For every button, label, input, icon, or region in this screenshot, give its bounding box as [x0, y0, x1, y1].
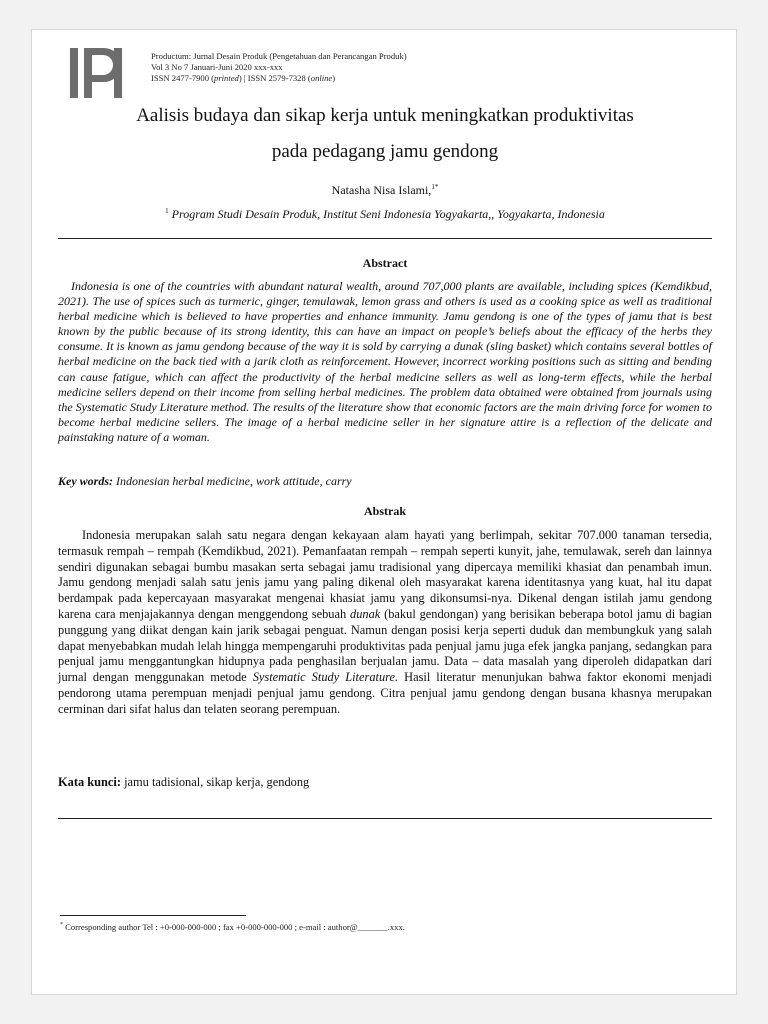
keywords-text: Indonesian herbal medicine, work attitude, carry [113, 474, 352, 488]
journal-info [151, 51, 407, 84]
kata-kunci-text: jamu tadisional, sikap kerja, gendong [121, 775, 310, 789]
paper-page [31, 29, 737, 995]
kata-kunci-label: Kata kunci: [58, 775, 121, 789]
footnote [60, 922, 405, 932]
abstrak-body: Indonesia merupakan salah satu negara dengan kekayaan alam hayati yang berlimpah, sekitar 707.000 tanaman tersedia, termasuk rempah – rempah (Kemdikbud, 2021). Pemanfaatan rempah – rempah seperti kunyit, jahe, temulawak, sereh dan lainnya sendiri digunakan sebagai bumbu masakan serta sebagai jamu tradisional yang dipercaya memiliki khasiat dan penambah imun. Jamu gendong menjadi salah satu jenis jamu yang paling dikenal oleh masyarakat karena identitasnya yang kuat, hal itu dapat berdampak pada kepercayaan masyarakat mengenai khasiat jamu yang dikonsumsi-nya. Dikenal dengan istilah jamu gendong karena cara menjajakannya dengan menggendong sebuah dunak (bakul gendongan) yang berisikan beberapa botol jamu di bagian punggung yang diikat dengan kain jarik sebagai penguat. Namun dengan posisi kerja seperti duduk dan membungkuk yang salah dapat menyebabkan mudah lelah hingga mempengaruhi produktivitas pada penjual jamu juga efek jangka panjang, sedangkan para penjual jamu menggantungkan hidupnya pada penghasilan berjualan jamu. Data – data masalah yang diperoleh didapatkan dari jurnal dengan menggunakan metode Systematic Study Literature. Hasil literatur menunjukan bahwa faktor ekonomi menjadi pendorong utama perempuan menjadi penjual jamu gendong. Citra penjual jamu gendong dengan busana khasnya merupakan cerminan dari sifat halus dan telaten seorang perempuan. [58, 528, 712, 716]
abstract-keywords [58, 474, 712, 489]
abstrak-keywords [58, 775, 309, 790]
footnote-divider [60, 915, 246, 916]
affiliation [32, 207, 738, 222]
abstract-heading: Abstract [362, 256, 408, 270]
author [32, 183, 738, 198]
abstract-body: Indonesia is one of the countries with abundant natural wealth, around 707,000 plants are available, including spices (Kemdikbud, 2021). The use of spices such as turmeric, ginger, temulawak, lemon grass and others is used as a cooking spice as well as traditional herbal medicine which is believed to have properties and enhance immunity. Jamu gendong is one of the types of jamu that is best known by the public because of its strong identity, this can have an impact on people’s beliefs about the efficacy of the herbs they consume. It is known as jamu gendong because of the way it is sold by carrying a dunak (sling basket) which contains several bottles of herbal medicine on the back tied with a jarik cloth as reinforcement. However, incorrect working positions such as sitting and bending can cause fatigue, which can affect the productivity of the herbal medicine sellers as well as long-term effects, while the herbal medicine sellers depend on their income from selling herbal medicines. The problem data obtained were obtained from journals using the Systematic Study Literature method. The results of the literature show that economic factors are the main driving force for women to become herbal medicine sellers. The image of a herbal medicine seller in her signature attire is a reflection of the delicate and painstaking nature of a woman. [58, 279, 712, 444]
footnote-text: Corresponding author Tel : +0-000-000-000 ; fax +0-000-000-000 ; e-mail : author@_______.xxx. [63, 922, 405, 932]
affiliation-text: Program Studi Desain Produk, Institut Seni Indonesia Yogyakarta,, Yogyakarta, Indonesia [168, 207, 605, 221]
footnote-mark: * [60, 922, 63, 929]
paper-title [32, 98, 738, 170]
paper-title-line-2: pada pedagang jamu gendong [271, 141, 499, 162]
keywords-label: Key words: [58, 474, 113, 488]
abstrak-heading: Abstrak [363, 504, 406, 518]
affiliation-mark: 1 [165, 207, 169, 215]
author-marks: 1* [431, 183, 439, 191]
journal-issn: ISSN 2477-7900 (printed) | ISSN 2579-7328 (online) [151, 73, 336, 83]
journal-name: Productum: Jurnal Desain Produk (Pengetahuan dan Perancangan Produk) [151, 51, 407, 61]
paper-title-line-1: Aalisis budaya dan sikap kerja untuk meningkatkan produktivitas [136, 105, 634, 126]
journal-volume: Vol 3 No 7 Januari-Juni 2020 xxx-xxx [151, 62, 283, 72]
journal-logo-icon [70, 48, 122, 98]
top-divider [58, 238, 712, 239]
bottom-divider [58, 818, 712, 819]
author-name: Natasha Nisa Islami, [331, 183, 432, 197]
